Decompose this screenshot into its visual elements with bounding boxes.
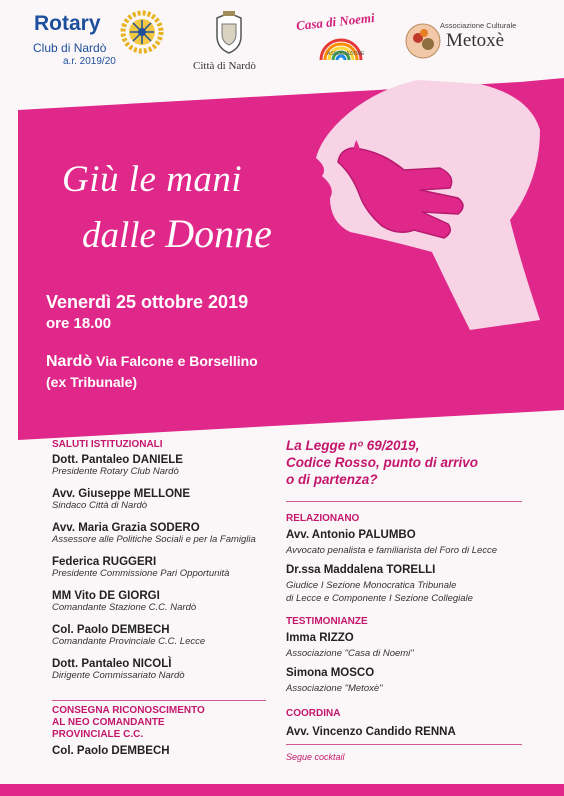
speaker2-name: Dr.ssa Maddalena TORELLI [286,564,436,576]
rotary-year-label: a.r. 2019/20 [63,56,116,67]
section-coordina-heading: COORDINA [286,708,341,719]
person-name: Dott. Pantaleo DANIELE [52,454,183,466]
witness1-name: Imma RIZZO [286,632,354,644]
topic-line: Codice Rosso, punto di arrivo [286,455,479,470]
coordinator-name: Avv. Vincenzo Candido RENNA [286,726,456,738]
bottom-strip [0,784,564,796]
award-recipient: Col. Paolo DEMBECH [52,745,170,757]
place-city: Nardò [46,353,93,370]
citta-di-nardo-label: Città di Nardò [193,60,256,72]
witness2-role: Associazione "Metoxè" [286,683,383,694]
person-role: Sindaco Città di Nardò [52,500,148,511]
topic-line: La Legge nᵒ 69/2019, [286,438,420,453]
casa-sub-label: ASSOCIAZIONE [327,51,365,57]
person-name: Federica RUGGERI [52,556,157,568]
witness1-role: Associazione "Casa di Noemi" [286,648,414,659]
divider [52,700,266,701]
topic-title [286,437,478,488]
list-item [52,556,282,590]
event-title-line1: Giù le mani [62,159,243,200]
list-item [52,624,282,658]
associazione-culturale-label: Associazione Culturale [440,21,517,30]
speaker-list [52,454,282,692]
person-name: Avv. Maria Grazia SODERO [52,522,200,534]
person-role: Comandante Provinciale C.C. Lecce [52,636,206,647]
person-role: Assessore alle Politiche Sociali e per la Famiglia [52,534,256,545]
section-saluti-heading: SALUTI ISTITUZIONALI [52,439,163,450]
place-street: Via Falcone e Borsellino [92,353,258,369]
event-time: ore 18.00 [46,315,112,332]
casa-di-noemi-label: Casa di Noemi [295,9,376,34]
footer-note: Segue cocktail [286,752,345,762]
event-date: Venerdì 25 ottobre 2019 [46,292,249,312]
speaker1-name: Avv. Antonio PALUMBO [286,529,416,541]
rotary-logo-text: Rotary [34,12,101,35]
rotary-club-label: Club di Nardò [33,41,107,55]
award-heading [52,705,205,741]
person-role: Presidente Commissione Pari Opportunità [52,568,230,579]
person-role: Dirigente Commissariato Nardò [52,670,185,681]
witness2-name: Simona MOSCO [286,667,375,679]
award-heading-line: AL NEO COMANDANTE [52,717,165,728]
list-item [52,522,282,556]
title-word-donne: Donne [165,211,272,256]
divider [286,744,522,745]
person-name: Dott. Pantaleo NICOLÌ [52,658,172,670]
title-word-dalle: dalle [82,215,166,256]
award-heading-line: PROVINCIALE C.C. [52,729,144,740]
speaker2-role-line2: di Lecce e Componente I Sezione Collegiale [286,593,473,604]
award-heading-line: CONSEGNA RICONOSCIMENTO [52,705,205,716]
section-testimonianze-heading: TESTIMONIANZE [286,616,368,627]
list-item [52,454,282,488]
speaker2-role-line1: Giudice I Sezione Monocratica Tribunale [286,580,457,591]
person-name: Col. Paolo DEMBECH [52,624,170,636]
person-name: MM Vito DE GIORGI [52,590,160,602]
event-title-line2 [82,210,272,257]
place-note: (ex Tribunale) [46,374,138,390]
list-item [52,590,282,624]
person-role: Comandante Stazione C.C. Nardò [52,602,197,613]
speaker1-role: Avvocato penalista e familiarista del Foro di Lecce [286,545,498,556]
topic-line: o di partenza? [286,472,378,487]
divider [286,501,522,502]
event-place [46,353,258,371]
section-relazionano-heading: RELAZIONANO [286,513,360,524]
person-name: Avv. Giuseppe MELLONE [52,488,191,500]
person-role: Presidente Rotary Club Nardò [52,466,179,477]
list-item [52,658,282,692]
metoxe-label: Metoxè [446,30,505,51]
list-item [52,488,282,522]
